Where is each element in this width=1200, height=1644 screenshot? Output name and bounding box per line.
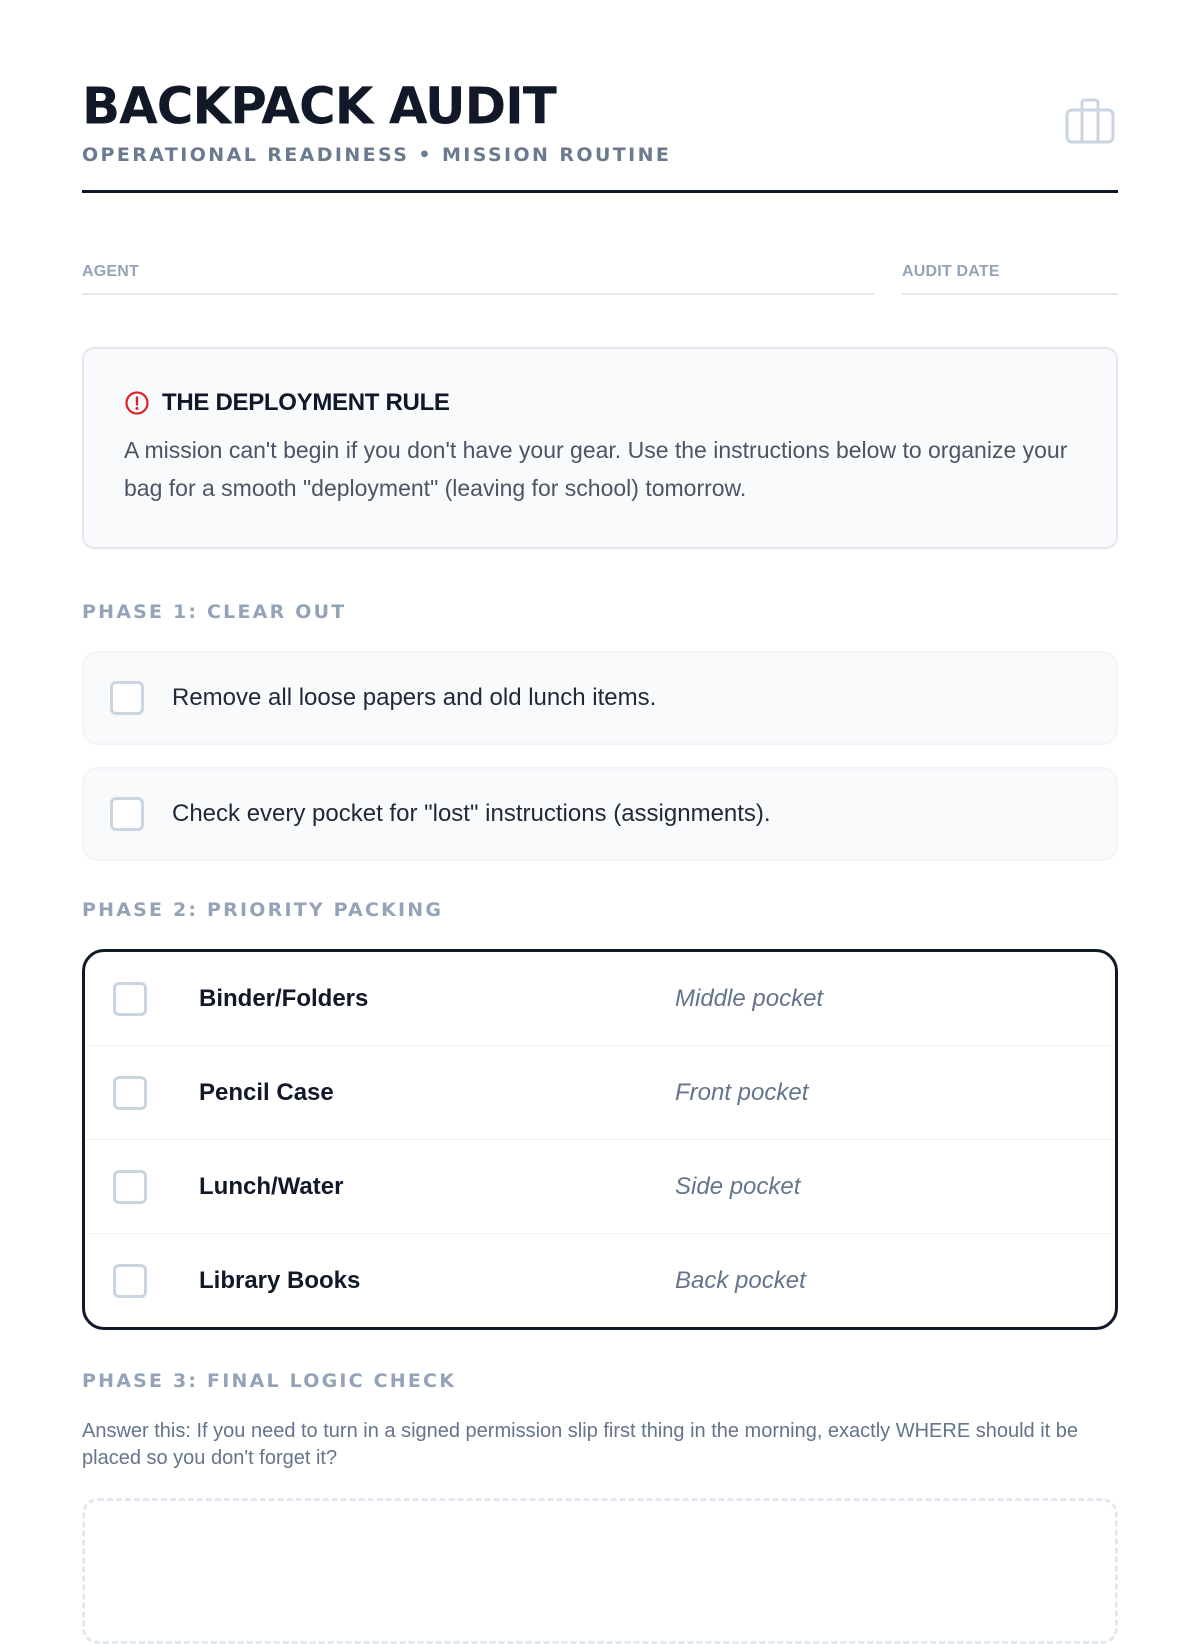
packing-location: Back pocket: [675, 1266, 806, 1294]
packing-item: Lunch/Water: [199, 1172, 344, 1200]
rule-title: THE DEPLOYMENT RULE: [162, 389, 450, 416]
task-item[interactable]: [82, 651, 1118, 745]
phase-1-title: PHASE 1: CLEAR OUT: [82, 601, 347, 623]
task-label: Remove all loose papers and old lunch items.: [172, 684, 657, 711]
header-divider: [82, 190, 1118, 193]
packing-row[interactable]: [85, 1046, 1115, 1140]
page-title: BACKPACK AUDIT: [82, 76, 556, 136]
agent-field[interactable]: [82, 263, 874, 295]
alert-circle-icon: [124, 390, 150, 416]
phase-2-title: PHASE 2: PRIORITY PACKING: [82, 899, 444, 921]
task-checkbox[interactable]: [110, 797, 144, 831]
task-checkbox[interactable]: [110, 681, 144, 715]
packing-checkbox[interactable]: [113, 982, 147, 1016]
packing-location: Side pocket: [675, 1172, 801, 1200]
packing-checkbox[interactable]: [113, 1170, 147, 1204]
agent-label: AGENT: [82, 263, 139, 280]
info-fields: [82, 263, 1118, 295]
deployment-rule-box: [82, 347, 1118, 549]
page-subtitle: OPERATIONAL READINESS • MISSION ROUTINE: [82, 144, 672, 166]
logic-question: Answer this: If you need to turn in a signed permission slip first thing in the morning, exactly WHERE should it be placed so you don't forget it?: [82, 1420, 1079, 1469]
packing-location: Front pocket: [675, 1078, 809, 1106]
packing-checkbox[interactable]: [113, 1076, 147, 1110]
packing-item: Pencil Case: [199, 1078, 334, 1106]
packing-location: Middle pocket: [675, 984, 824, 1012]
task-item[interactable]: [82, 767, 1118, 861]
briefcase-icon: [1064, 96, 1116, 146]
answer-box[interactable]: [82, 1498, 1118, 1644]
phase-3-title: PHASE 3: FINAL LOGIC CHECK: [82, 1370, 457, 1392]
rule-heading: [124, 389, 1076, 417]
header: [82, 0, 1118, 193]
packing-table: [82, 949, 1118, 1330]
packing-row[interactable]: [85, 1234, 1115, 1327]
packing-row[interactable]: [85, 952, 1115, 1046]
task-label: Check every pocket for "lost" instructions (assignments).: [172, 800, 771, 827]
audit-date-field[interactable]: [902, 263, 1118, 295]
rule-text: A mission can't begin if you don't have your gear. Use the instructions below to organize your bag for a smooth "deployment" (leaving for school) tomorrow.: [124, 437, 1068, 501]
audit-date-label: AUDIT DATE: [902, 263, 1000, 280]
packing-row[interactable]: [85, 1140, 1115, 1234]
packing-item: Library Books: [199, 1266, 361, 1294]
packing-checkbox[interactable]: [113, 1264, 147, 1298]
packing-item: Binder/Folders: [199, 984, 369, 1012]
